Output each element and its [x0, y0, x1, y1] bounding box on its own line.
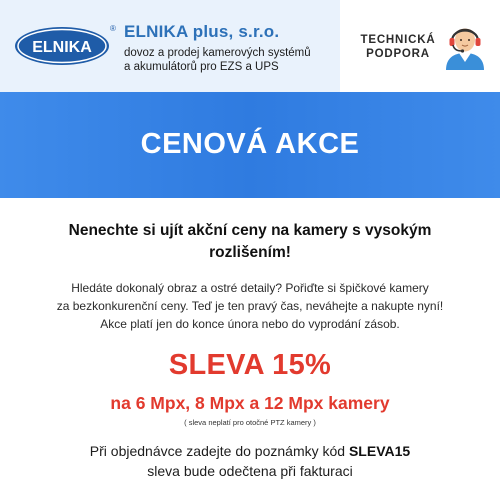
intro-text — [20, 279, 480, 333]
brand-desc-line2: a akumulátorů pro EZS a UPS — [124, 61, 279, 73]
instruction-line2: sleva bude odečtena při fakturaci — [147, 463, 353, 479]
discount-code: SLEVA15 — [348, 443, 411, 459]
brand-desc-line1: dovoz a prodej kamerových systémů — [124, 47, 311, 59]
brand-description — [124, 46, 334, 74]
support-line1: TECHNICKÁ — [360, 34, 436, 46]
discount-instruction — [30, 441, 470, 481]
technical-support-link[interactable] — [356, 33, 440, 61]
header — [0, 0, 500, 92]
headline-line2: rozlišením! — [209, 244, 291, 261]
instruction-prefix: Při objednávce zadejte do poznámky kód — [89, 443, 349, 459]
sale-subtitle: na 6 Mpx, 8 Mpx a 12 Mpx kamery — [110, 393, 390, 413]
logo-text: ELNIKA — [32, 39, 92, 56]
instruction-line1 — [30, 441, 470, 461]
promo-banner — [0, 92, 500, 198]
support-agent-icon[interactable] — [442, 20, 488, 70]
support-line2: PODPORA — [366, 48, 430, 60]
sale-note: ( sleva neplatí pro otočné PTZ kamery ) — [184, 418, 316, 427]
headline — [30, 220, 470, 264]
elnika-logo[interactable] — [14, 26, 110, 66]
registered-mark: ® — [110, 24, 116, 33]
headline-line1: Nenechte si ujít akční ceny na kamery s vysokým — [68, 222, 432, 239]
sale-title: SLEVA 15% — [168, 349, 332, 381]
intro-line: za bezkonkurenční ceny. Teď je ten pravý čas, neváhejte a nakupte nyní! — [56, 299, 444, 313]
intro-line: Hledáte dokonalý obraz a ostré detaily? Pořiďte si špičkové kamery — [71, 281, 429, 295]
intro-line: Akce platí jen do konce února nebo do vyprodání zásob. — [100, 317, 400, 331]
brand-name: ELNIKA plus, s.r.o. — [124, 22, 280, 41]
banner-title: CENOVÁ AKCE — [140, 128, 360, 160]
promo-content — [0, 198, 500, 500]
